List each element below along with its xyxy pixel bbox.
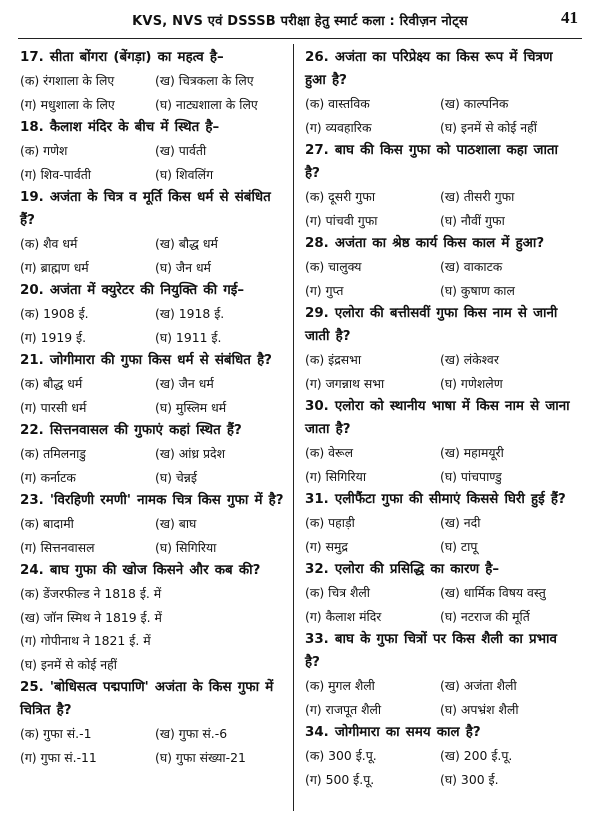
option-row xyxy=(20,93,290,117)
option-row xyxy=(20,442,290,466)
answer-option: (घ) गणेशलेण xyxy=(440,375,503,391)
option-row xyxy=(20,256,290,280)
question-block xyxy=(305,558,575,628)
answer-option: (ख) गुफा सं.-6 xyxy=(155,726,228,741)
answer-option: (घ) 300 ई. xyxy=(440,771,499,787)
answer-option: (ग) पारसी धर्म xyxy=(20,399,87,415)
option-row xyxy=(20,606,290,630)
answer-option: (ख) पार्वती xyxy=(155,143,207,158)
answer-option: (क) शैव धर्म xyxy=(20,236,78,251)
question-block xyxy=(305,46,575,139)
answer-option: (क) वेरूल xyxy=(305,445,354,460)
answer-option: (घ) गुफा संख्या-21 xyxy=(155,749,246,765)
answer-option: (ख) महामयूरी xyxy=(440,445,504,460)
question-text: 23. 'विरहिणी रमणी' नामक चित्र किस गुफा में है? xyxy=(20,493,284,508)
header-title: KVS, NVS एवं DSSSB परीक्षा हेतु स्मार्ट कला : रिवीज़न नोट्स xyxy=(132,14,468,29)
answer-option: (ख) वाकाटक xyxy=(440,259,503,274)
option-row xyxy=(305,605,575,629)
answer-option: (ग) राजपूत शैली xyxy=(305,701,382,717)
answer-option: (ग) कर्नाटक xyxy=(20,469,76,485)
option-row xyxy=(20,746,290,770)
option-row xyxy=(305,209,575,233)
option-row xyxy=(20,69,290,93)
question-text: 24. बाघ गुफा की खोज किसने और कब की? xyxy=(20,563,261,578)
answer-option: (घ) शिवलिंग xyxy=(155,166,214,182)
question-text: 33. बाघ के गुफा चित्रों पर किस शैली का प्रभाव है? xyxy=(305,632,557,670)
answer-option: (क) रंगशाला के लिए xyxy=(20,73,115,88)
right-column xyxy=(305,46,575,791)
answer-option: (क) बादामी xyxy=(20,516,74,531)
question-block xyxy=(20,489,290,559)
answer-option: (ख) 1918 ई. xyxy=(155,306,225,321)
option-row xyxy=(20,163,290,187)
option-row xyxy=(20,466,290,490)
answer-option: (घ) चेन्नई xyxy=(155,469,197,485)
answer-option: (ख) धार्मिक विषय वस्तु xyxy=(440,585,546,600)
option-row xyxy=(20,653,290,677)
answer-option: (ख) जॉन स्मिथ ने 1819 ई. में xyxy=(20,609,162,625)
answer-option: (ग) गुफा सं.-11 xyxy=(20,749,97,765)
question-text: 32. एलोरा की प्रसिद्धि का कारण है– xyxy=(305,562,500,577)
question-block xyxy=(305,302,575,395)
question-text: 19. अजंता के चित्र व मूर्ति किस धर्म से संबंधित हैं? xyxy=(20,190,271,228)
question-block xyxy=(20,116,290,186)
option-row xyxy=(20,139,290,163)
answer-option: (घ) नाट्यशाला के लिए xyxy=(155,96,258,112)
answer-option: (क) 1908 ई. xyxy=(20,306,89,321)
option-row xyxy=(305,372,575,396)
question-block xyxy=(20,349,290,419)
answer-option: (क) डेंजरफील्ड ने 1818 ई. में xyxy=(20,586,162,601)
answer-option: (ख) अजंता शैली xyxy=(440,678,517,693)
option-row xyxy=(305,185,575,209)
answer-option: (घ) सिगिरिया xyxy=(155,539,217,555)
answer-option: (क) गुफा सं.-1 xyxy=(20,726,92,741)
option-row xyxy=(20,512,290,536)
answer-option: (घ) टापू xyxy=(440,538,478,554)
option-row xyxy=(20,232,290,256)
option-row xyxy=(305,535,575,559)
question-block xyxy=(305,232,575,302)
answer-option: (घ) नटराज की मूर्ति xyxy=(440,608,530,624)
question-block xyxy=(305,488,575,558)
answer-option: (ख) जैन धर्म xyxy=(155,376,214,391)
question-text: 28. अजंता का श्रेष्ठ कार्य किस काल में हुआ? xyxy=(305,236,545,251)
question-block xyxy=(20,186,290,279)
answer-option: (घ) अपभ्रंश शैली xyxy=(440,701,519,717)
question-text: 22. सित्तनवासल की गुफाएं कहां स्थित हैं? xyxy=(20,423,242,438)
option-row xyxy=(20,372,290,396)
question-text: 17. सीता बोंगरा (बेंगड़ा) का महत्व है– xyxy=(20,50,224,65)
answer-option: (क) पहाड़ी xyxy=(305,515,355,530)
option-row xyxy=(305,348,575,372)
option-row xyxy=(20,396,290,420)
question-text: 29. एलोरा की बत्तीसवीं गुफा किस नाम से जानी जाती है? xyxy=(305,306,558,344)
option-row xyxy=(305,511,575,535)
option-row xyxy=(305,465,575,489)
answer-option: (ग) समुद्र xyxy=(305,538,348,554)
answer-option: (घ) इनमें से कोई नहीं xyxy=(20,656,117,672)
question-block xyxy=(305,395,575,488)
answer-option: (ग) शिव-पार्वती xyxy=(20,166,91,182)
answer-option: (ख) आंध्र प्रदेश xyxy=(155,446,226,461)
question-block xyxy=(20,279,290,349)
question-text: 20. अजंता में क्युरेटर की नियुक्ति की गई– xyxy=(20,283,245,298)
answer-option: (ग) सित्तनवासल xyxy=(20,539,95,555)
option-row xyxy=(305,768,575,792)
answer-option: (ख) बौद्ध धर्म xyxy=(155,236,218,251)
question-block xyxy=(305,721,575,791)
question-block xyxy=(305,139,575,232)
left-column xyxy=(20,46,290,769)
answer-option: (ख) 200 ई.पू. xyxy=(440,748,513,763)
answer-option: (घ) नौवीं गुफा xyxy=(440,212,505,228)
option-row xyxy=(305,674,575,698)
question-text: 25. 'बोधिसत्व पद्मपाणि' अजंता के किस गुफा में चित्रित है? xyxy=(20,680,274,718)
answer-option: (घ) जैन धर्म xyxy=(155,259,211,275)
answer-option: (ख) काल्पनिक xyxy=(440,96,509,111)
option-row xyxy=(20,302,290,326)
page-number: 41 xyxy=(561,8,578,27)
answer-option: (ग) ब्राह्मण धर्म xyxy=(20,259,89,275)
page-header xyxy=(18,0,582,39)
option-row xyxy=(305,116,575,140)
option-row xyxy=(305,441,575,465)
answer-option: (क) वास्तविक xyxy=(305,96,370,111)
answer-option: (क) मुगल शैली xyxy=(305,678,375,693)
answer-option: (ग) गुप्त xyxy=(305,282,344,298)
answer-option: (क) इंद्रसभा xyxy=(305,352,362,367)
answer-option: (ग) कैलाश मंदिर xyxy=(305,608,382,624)
answer-option: (ग) गोपीनाथ ने 1821 ई. में xyxy=(20,633,151,648)
question-text: 18. कैलाश मंदिर के बीच में स्थित है– xyxy=(20,120,220,135)
answer-option: (ख) बाघ xyxy=(155,516,197,531)
question-block xyxy=(20,559,290,676)
answer-option: (ख) नदी xyxy=(440,515,481,530)
answer-option: (घ) 1911 ई. xyxy=(155,329,222,345)
question-text: 34. जोगीमारा का समय काल है? xyxy=(305,725,481,740)
answer-option: (ग) जगन्नाथ सभा xyxy=(305,375,385,391)
option-row xyxy=(20,326,290,350)
question-text: 30. एलोरा को स्थानीय भाषा में किस नाम से जाना जाता है? xyxy=(305,399,570,437)
answer-option: (घ) इनमें से कोई नहीं xyxy=(440,119,537,135)
answer-option: (क) चालुक्य xyxy=(305,259,362,274)
option-row xyxy=(305,744,575,768)
question-text: 21. जोगीमारा की गुफा किस धर्म से संबंधित है? xyxy=(20,353,272,368)
answer-option: (क) बौद्ध धर्म xyxy=(20,376,83,391)
question-text: 31. एलीफैंटा गुफा की सीमाएं किससे घिरी हुई हैं? xyxy=(305,492,566,507)
question-text: 26. अजंता का परिप्रेक्ष्य का किस रूप में चित्रण हुआ है? xyxy=(305,50,553,88)
option-row xyxy=(305,698,575,722)
answer-option: (घ) मुस्लिम धर्म xyxy=(155,399,227,415)
answer-option: (ग) मधुशाला के लिए xyxy=(20,96,115,112)
option-row xyxy=(20,536,290,560)
answer-option: (क) दूसरी गुफा xyxy=(305,189,376,204)
option-row xyxy=(305,581,575,605)
option-row xyxy=(20,582,290,606)
answer-option: (घ) कुषाण काल xyxy=(440,282,515,298)
answer-option: (ग) व्यवहारिक xyxy=(305,119,372,135)
answer-option: (ख) लंकेश्वर xyxy=(440,352,499,367)
answer-option: (क) 300 ई.पू. xyxy=(305,748,377,763)
question-block xyxy=(20,676,290,769)
column-divider xyxy=(293,44,294,811)
answer-option: (ग) 500 ई.पू. xyxy=(305,771,375,787)
option-row xyxy=(305,255,575,279)
answer-option: (क) चित्र शैली xyxy=(305,585,371,600)
answer-option: (ख) चित्रकला के लिए xyxy=(155,73,254,88)
answer-option: (घ) पांचपाण्डु xyxy=(440,468,502,484)
answer-option: (क) तमिलनाडु xyxy=(20,446,86,461)
option-row xyxy=(305,92,575,116)
question-block xyxy=(20,419,290,489)
answer-option: (क) गणेश xyxy=(20,143,68,158)
question-block xyxy=(20,46,290,116)
question-text: 27. बाघ की किस गुफा को पाठशाला कहा जाता है? xyxy=(305,143,559,181)
option-row xyxy=(305,279,575,303)
answer-option: (ख) तीसरी गुफा xyxy=(440,189,515,204)
answer-option: (ग) 1919 ई. xyxy=(20,329,87,345)
question-block xyxy=(305,628,575,721)
option-row xyxy=(20,629,290,653)
answer-option: (ग) पांचवी गुफा xyxy=(305,212,378,228)
answer-option: (ग) सिगिरिया xyxy=(305,468,367,484)
option-row xyxy=(20,722,290,746)
